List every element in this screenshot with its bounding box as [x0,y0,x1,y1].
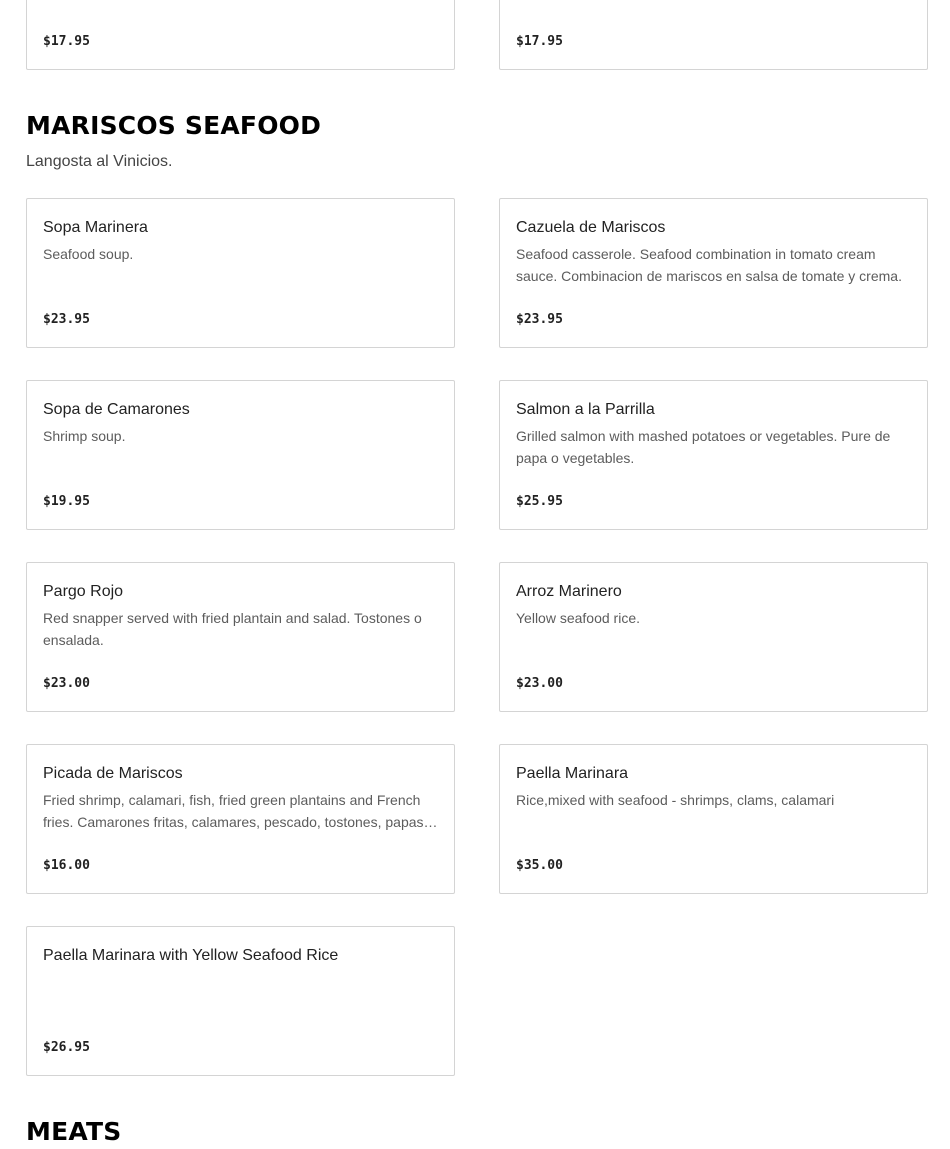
menu-item-card[interactable] [26,744,455,894]
menu-item-card[interactable] [26,198,455,348]
menu-item-card[interactable] [499,198,928,348]
menu-item-card[interactable] [26,562,455,712]
menu-item-description: Seafood casserole. Seafood combination in tomato cream sauce. Combinacion de mariscos en salsa de tomate y crema. [516,246,902,284]
menu-item-price: $17.95 [43,34,90,49]
menu-item-price: $23.00 [516,676,563,691]
menu-item-card[interactable] [499,744,928,894]
menu-item-description: Yellow seafood rice. [516,610,641,626]
menu-item-card[interactable] [26,926,455,1076]
menu-item-price: $23.95 [43,312,90,327]
menu-item-description: Grilled salmon with mashed potatoes or vegetables. Pure de papa o vegetables. [516,428,891,466]
menu-item-name: Paella Marinara with Yellow Seafood Rice [43,947,339,964]
menu-item-price: $25.95 [516,494,563,509]
menu-item-description: Fried shrimp, calamari, fish, fried green plantains and French fries. Camarones fritas, calamares, pescado, tostones, papas… [43,792,438,830]
menu-item-name: Arroz Marinero [516,583,622,600]
menu-item-price: $19.95 [43,494,90,509]
menu-item-name: Sopa de Camarones [43,401,190,418]
menu-item-price: $17.95 [516,34,563,49]
section-title-seafood: MARISCOS SEAFOOD [26,111,322,140]
menu-item-card[interactable] [499,0,928,70]
menu-item-price: $35.00 [516,858,563,873]
menu-item-card[interactable] [26,380,455,530]
menu-item-name: Cazuela de Mariscos [516,219,666,236]
menu-item-name: Pargo Rojo [43,583,124,600]
menu-item-card[interactable] [26,0,455,70]
menu-item-name: Salmon a la Parrilla [516,401,655,418]
menu-item-name: Picada de Mariscos [43,765,183,782]
menu-item-description: Shrimp soup. [43,428,126,444]
menu-item-card[interactable] [499,562,928,712]
menu-item-description: Red snapper served with fried plantain and salad. Tostones o ensalada. [43,610,422,648]
section-title-meats: MEATS [26,1117,122,1146]
menu-item-price: $23.00 [43,676,90,691]
menu-item-price: $26.95 [43,1040,90,1055]
menu-item-card[interactable] [499,380,928,530]
menu-item-description: Seafood soup. [43,246,134,262]
menu-item-description: Rice,mixed with seafood - shrimps, clams, calamari [516,792,835,808]
menu-item-name: Paella Marinara [516,765,629,782]
menu-item-name: Sopa Marinera [43,219,148,236]
menu-item-price: $16.00 [43,858,90,873]
menu-item-price: $23.95 [516,312,563,327]
section-description: Langosta al Vinicios. [26,153,173,170]
